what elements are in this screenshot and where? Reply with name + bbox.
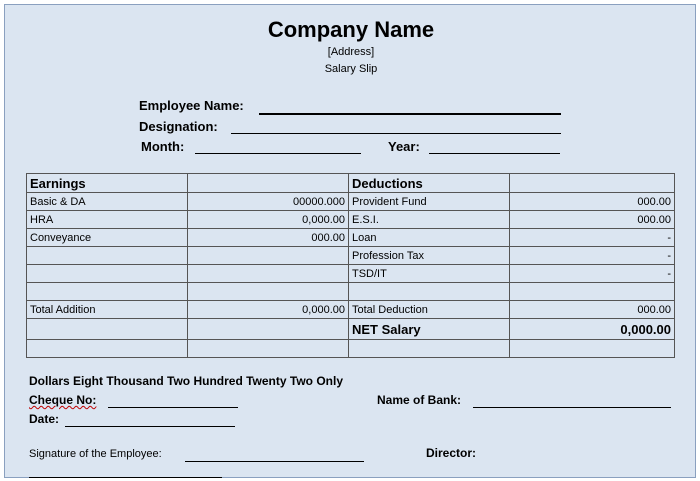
earning-amount (188, 247, 349, 265)
earning-label: HRA (27, 211, 188, 229)
earning-label: Conveyance (27, 229, 188, 247)
table-row (27, 247, 675, 265)
earning-amount: 00000.000 (188, 193, 349, 211)
employee-name-label: Employee Name: (139, 98, 244, 113)
deduction-label (349, 283, 510, 301)
totals-row (27, 301, 675, 319)
table-row (27, 211, 675, 229)
deduction-label: Provident Fund (349, 193, 510, 211)
table-header-row (27, 174, 675, 193)
cheque-label-text: Cheque No: (29, 393, 97, 407)
empty-cell (188, 319, 349, 340)
empty-cell (510, 340, 675, 358)
date-field[interactable] (65, 426, 235, 427)
earnings-header: Earnings (27, 174, 188, 193)
salary-table (26, 173, 675, 358)
empty-cell (188, 174, 349, 193)
empty-cell (349, 340, 510, 358)
designation-field[interactable] (231, 133, 561, 134)
table-row (27, 340, 675, 358)
employee-name-field[interactable] (259, 113, 561, 115)
amount-in-words: Dollars Eight Thousand Two Hundred Twenty Two Only (29, 374, 343, 388)
total-deduction-label: Total Deduction (349, 301, 510, 319)
company-address: [Address] (327, 46, 375, 58)
total-addition-label: Total Addition (27, 301, 188, 319)
salary-slip-sheet (4, 4, 696, 478)
net-salary-label: NET Salary (349, 319, 510, 340)
earning-label (27, 247, 188, 265)
earning-label (27, 265, 188, 283)
cheque-label (29, 393, 96, 407)
deduction-label: TSD/IT (349, 265, 510, 283)
deduction-label: Profession Tax (349, 247, 510, 265)
empty-cell (27, 319, 188, 340)
table-row (27, 193, 675, 211)
empty-cell (188, 340, 349, 358)
table-row (27, 283, 675, 301)
designation-label: Designation: (139, 119, 218, 134)
director-label: Director: (426, 446, 477, 460)
empty-cell (510, 174, 675, 193)
deduction-amount: 000.00 (510, 211, 675, 229)
deduction-label: E.S.I. (349, 211, 510, 229)
earning-amount: 0,000.00 (188, 211, 349, 229)
deduction-label: Loan (349, 229, 510, 247)
cheque-number-field[interactable] (108, 407, 238, 408)
total-deduction-amount: 000.00 (510, 301, 675, 319)
deduction-amount: 000.00 (510, 193, 675, 211)
table-row (27, 229, 675, 247)
total-addition-amount: 0,000.00 (188, 301, 349, 319)
deduction-amount: - (510, 247, 675, 265)
year-label: Year: (388, 139, 420, 154)
earning-amount (188, 265, 349, 283)
earning-label (27, 283, 188, 301)
empty-cell (27, 340, 188, 358)
deduction-amount (510, 283, 675, 301)
table-row (27, 265, 675, 283)
earning-amount (188, 283, 349, 301)
month-field[interactable] (195, 153, 361, 154)
company-name: Company Name (267, 17, 435, 42)
earning-label: Basic & DA (27, 193, 188, 211)
bank-name-field[interactable] (473, 407, 671, 408)
year-field[interactable] (429, 153, 560, 154)
earning-amount: 000.00 (188, 229, 349, 247)
employee-signature-label: Signature of the Employee: (29, 448, 162, 460)
signature-line (29, 477, 222, 478)
net-salary-row (27, 319, 675, 340)
net-salary-amount: 0,000.00 (510, 319, 675, 340)
bank-label: Name of Bank: (377, 393, 462, 407)
deduction-amount: - (510, 229, 675, 247)
employee-signature-field[interactable] (185, 461, 364, 462)
document-title: Salary Slip (324, 63, 378, 75)
month-label: Month: (141, 139, 185, 154)
deduction-amount: - (510, 265, 675, 283)
date-label: Date: (29, 412, 60, 426)
deductions-header: Deductions (349, 174, 510, 193)
